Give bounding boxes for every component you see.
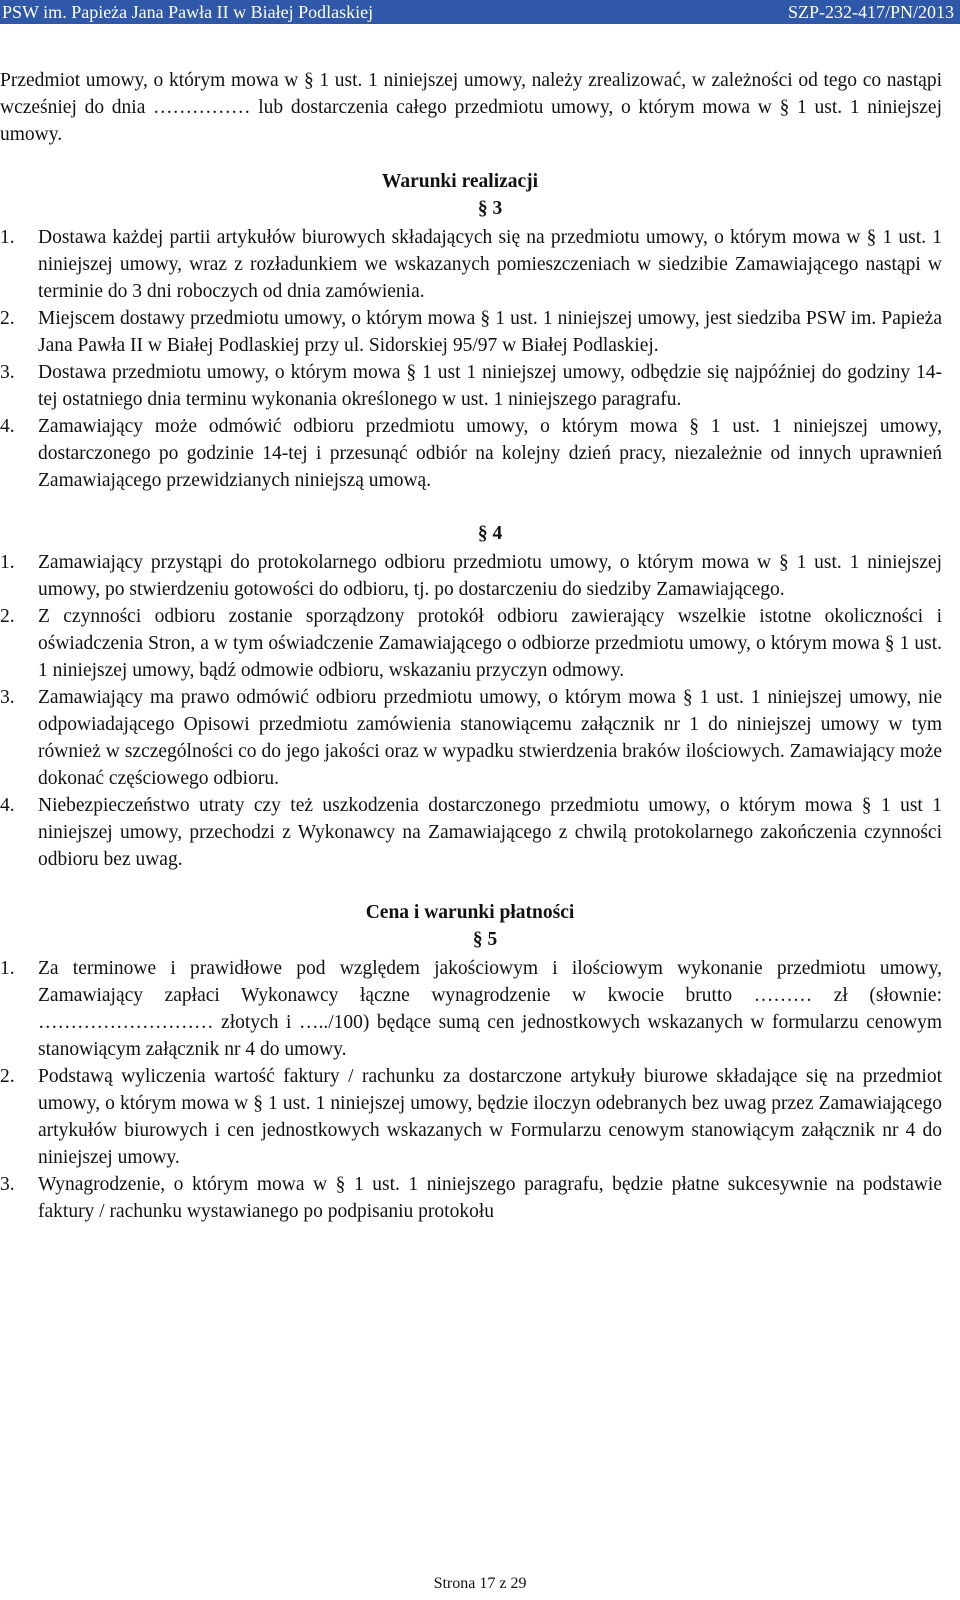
item-text: Za terminowe i prawidłowe pod względem jakościowym i ilościowym wykonanie przedmiotu umowy, Zamawiający zapłaci Wykonawcy łączne wynagrodzenie w kwocie brutto ……… zł (słownie: ……………………… złotych i …../100) będące sumą cen jednostkowych wskazanych w formularzu cenowym stanowiącym załącznik nr 4 do umowy. [38,958,942,1060]
item-number: 2. [0,1066,15,1087]
item-text: Dostawa przedmiotu umowy, o którym mowa § 1 ust 1 niniejszej umowy, odbędzie się najpóźniej do godziny 14-tej ostatniego dnia terminu wykonania określonego w ust. 1 niniejszego paragrafu. [38,362,942,410]
list-item [0,224,950,305]
item-number: 1. [0,227,15,248]
item-text: Z czynności odbioru zostanie sporządzony protokół odbioru zawierający wszelkie istotne okoliczności i oświadczenia Stron, a w tym oświadczenie Zamawiającego o odbiorze przedmiotu umowy, o którym mowa § 1 ust. 1 niniejszej umowy, bądź odmowie odbioru, wskazaniu przyczyn odmowy. [38,606,942,681]
list-item [0,359,950,413]
item-number: 1. [0,958,15,979]
list-odbior [0,549,950,873]
item-number: 2. [0,308,15,329]
item-text: Niebezpieczeństwo utraty czy też uszkodzenia dostarczonego przedmiotu umowy, o którym mowa § 1 ust 1 niniejszej umowy, przechodzi z Wykonawcy na Zamawiającego z chwilą protokolarnego zakończenia czynności odbioru bez uwag. [38,795,942,870]
list-item [0,684,950,792]
item-text: Miejscem dostawy przedmiotu umowy, o którym mowa § 1 ust. 1 niniejszej umowy, jest siedziba PSW im. Papieża Jana Pawła II w Białej Podlaskiej przy ul. Sidorskiej 95/97 w Białej Podlaskiej. [38,308,942,356]
list-item [0,1063,950,1171]
document-body [0,67,950,1225]
intro-paragraph: Przedmiot umowy, o którym mowa w § 1 ust. 1 niniejszej umowy, należy zrealizować, w zależności od tego co nastąpi wcześniej do dnia …………… lub dostarczenia całego przedmiotu umowy, o którym mowa w § 1 ust. 1 niniejszej umowy. [0,70,942,145]
item-number: 1. [0,552,15,573]
list-item [0,792,950,873]
item-number: 4. [0,416,15,437]
page-number-footer: Strona 17 z 29 [433,1575,527,1592]
item-text: Podstawą wyliczenia wartość faktury / rachunku za dostarczone artykuły biurowe składające się na przedmiot umowy, o którym mowa w § 1 ust. 1 niniejszej umowy, będzie iloczyn odebranych bez uwag przez Zamawiającego artykułów biurowych i cen jednostkowych wskazanych w Formularzu cenowym stanowiącym załącznik nr 4 do niniejszej umowy. [38,1066,942,1168]
header-institution: PSW im. Papieża Jana Pawła II w Białej Podlaskiej [2,2,374,22]
paragraph-mark-5: § 5 [472,929,498,950]
item-text: Zamawiający ma prawo odmówić odbioru przedmiotu umowy, o którym mowa § 1 ust. 1 niniejszej umowy, nie odpowiadającego Opisowi przedmiotu zamówienia stanowiącemu załącznik nr 1 do niniejszej umowy w tym również w szczególności co do jego jakości oraz w wypadku stwierdzenia braków ilościowych. Zamawiający może dokonać częściowego odbioru. [38,687,942,789]
paragraph-mark-3: § 3 [477,198,503,219]
item-number: 2. [0,606,15,627]
list-item [0,305,950,359]
item-number: 3. [0,362,15,383]
list-item [0,955,950,1063]
list-cena [0,955,950,1225]
item-number: 3. [0,687,15,708]
list-item [0,413,950,494]
list-item [0,603,950,684]
item-text: Zamawiający przystąpi do protokolarnego odbioru przedmiotu umowy, o którym mowa w § 1 ust. 1 niniejszej umowy, po stwierdzeniu gotowości do odbioru, tj. po dostarczeniu do siedziby Zamawiającego. [38,552,942,600]
section-title-realizacja: Warunki realizacji [381,171,539,192]
header-case-number: SZP-232-417/PN/2013 [787,2,954,22]
item-text: Zamawiający może odmówić odbioru przedmiotu umowy, o którym mowa § 1 ust. 1 niniejszej umowy, dostarczonego po godzinie 14-tej i przesunąć odbiór na kolejny dzień pracy, niezależnie od innych uprawnień Zamawiającego przewidzianych niniejszą umową. [38,416,942,491]
list-item [0,549,950,603]
item-number: 3. [0,1174,15,1195]
page-header [0,0,960,24]
item-number: 4. [0,795,15,816]
list-item [0,1171,950,1225]
paragraph-mark-4: § 4 [477,523,503,544]
section-title-cena: Cena i warunki płatności [365,902,575,923]
list-realizacja [0,224,950,494]
item-text: Wynagrodzenie, o którym mowa w § 1 ust. 1 niniejszego paragrafu, będzie płatne sukcesywnie na podstawie faktury / rachunku wystawianego po podpisaniu protokołu [38,1174,942,1222]
item-text: Dostawa każdej partii artykułów biurowych składających się na przedmiotu umowy, o którym mowa w § 1 ust. 1 niniejszej umowy, wraz z rozładunkiem we wskazanych pomieszczeniach w siedzibie Zamawiającego nastąpi w terminie do 3 dni roboczych od dnia zamówienia. [38,227,942,302]
